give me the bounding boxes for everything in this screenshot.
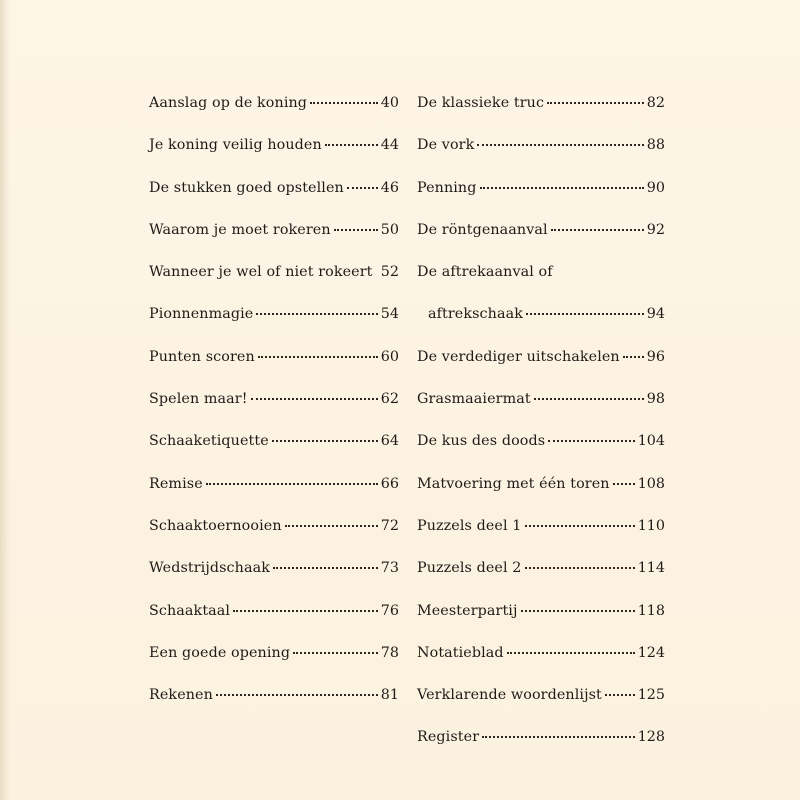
toc-entry	[417, 597, 665, 639]
toc-title: Schaaktaal	[149, 602, 231, 619]
toc-page-number: 50	[380, 221, 399, 238]
toc-entry	[417, 639, 665, 681]
toc-left-column	[149, 89, 399, 723]
toc-page-number: 46	[380, 179, 399, 196]
toc-entry	[417, 89, 665, 131]
toc-page-number: 60	[380, 348, 399, 365]
toc-page-number: 72	[380, 517, 399, 534]
toc-page-number: 108	[637, 475, 665, 492]
dot-leader	[525, 565, 635, 569]
dot-leader	[613, 481, 635, 485]
toc-entry	[417, 512, 665, 554]
toc-title: Verklarende woordenlijst	[417, 687, 602, 704]
toc-entry	[149, 343, 399, 385]
dot-leader	[534, 396, 644, 400]
toc-entry	[417, 723, 665, 765]
toc-page-number: 125	[637, 687, 665, 704]
toc-right-column	[417, 89, 665, 766]
toc-entry	[417, 681, 665, 723]
dot-leader	[258, 354, 378, 358]
dot-leader	[325, 142, 378, 146]
toc-entry	[417, 554, 665, 596]
toc-entry	[149, 89, 399, 131]
toc-title: De verdediger uitschakelen	[417, 348, 620, 365]
toc-title: De klassieke truc	[417, 95, 545, 111]
toc-title: De aftrekaanval of	[417, 264, 553, 281]
toc-entry	[417, 427, 665, 469]
toc-title: Spelen maar!	[149, 391, 248, 408]
toc-title: De kus des doods	[417, 433, 546, 450]
dot-leader	[507, 650, 635, 654]
toc-page-number: 73	[380, 560, 399, 577]
toc-page-number: 104	[637, 433, 665, 450]
toc-entry	[417, 470, 665, 512]
dot-leader	[233, 608, 378, 612]
toc-title: Rekenen	[149, 687, 213, 704]
toc-title: Matvoering met één toren	[417, 475, 610, 492]
dot-leader	[521, 608, 635, 612]
dot-leader	[375, 269, 379, 273]
dot-leader	[477, 142, 643, 146]
toc-page-number: 62	[380, 391, 399, 408]
dot-leader	[525, 523, 635, 527]
toc-title: Remise	[149, 475, 203, 492]
toc-entry	[417, 216, 665, 258]
toc-page-number: 52	[380, 264, 399, 281]
toc-entry	[149, 258, 399, 300]
toc-title: Je koning veilig houden	[149, 137, 322, 154]
dot-leader	[293, 650, 378, 654]
toc-title: Een goede opening	[149, 644, 291, 661]
dot-leader	[480, 185, 644, 189]
toc-entry	[149, 131, 399, 173]
page-spine-shadow	[0, 0, 10, 800]
toc-entry	[149, 512, 399, 554]
toc-entry	[417, 343, 665, 385]
toc-title: Notatieblad	[417, 644, 504, 661]
toc-entry	[149, 597, 399, 639]
toc-entry	[417, 131, 665, 173]
toc-page-number: 114	[637, 560, 665, 577]
toc-page-number: 92	[646, 221, 665, 238]
toc-page-number: 96	[646, 348, 665, 365]
toc-page-number: 110	[637, 517, 665, 534]
toc-title: De röntgenaanval	[417, 221, 548, 238]
toc-page-number: 90	[646, 179, 665, 196]
dot-leader	[285, 523, 378, 527]
toc-entry	[417, 174, 665, 216]
toc-title: Penning	[417, 179, 477, 196]
toc-page-number: 64	[380, 433, 399, 450]
dot-leader	[605, 692, 635, 696]
dot-leader	[526, 311, 644, 315]
toc-entry	[149, 681, 399, 723]
toc-page-number: 128	[637, 729, 665, 746]
toc-title: De stukken goed opstellen	[149, 179, 344, 196]
dot-leader	[334, 227, 378, 231]
toc-title: Waarom je moet rokeren	[149, 221, 331, 238]
toc-title: Pionnenmagie	[149, 306, 254, 323]
toc-page-number: 40	[380, 95, 399, 111]
toc-entry	[417, 258, 665, 343]
toc-entry	[149, 300, 399, 342]
dot-leader	[482, 734, 635, 738]
toc-page-number: 81	[380, 687, 399, 704]
toc-page-number: 98	[646, 391, 665, 408]
toc-title: Register	[417, 729, 480, 746]
toc-title: Schaaktoernooien	[149, 517, 282, 534]
toc-page-number: 124	[637, 644, 665, 661]
toc-title: Grasmaaiermat	[417, 391, 531, 408]
dot-leader	[273, 565, 378, 569]
dot-leader	[272, 438, 378, 442]
toc-title: Meesterpartij	[417, 602, 518, 619]
toc-entry	[149, 427, 399, 469]
toc-page-number: 54	[380, 306, 399, 323]
toc-entry	[149, 470, 399, 512]
toc-page-number: 44	[380, 137, 399, 154]
toc-entry	[149, 639, 399, 681]
toc-page-number: 94	[646, 306, 665, 323]
dot-leader	[551, 227, 644, 231]
dot-leader	[548, 438, 635, 442]
toc-title: Aanslag op de koning	[149, 95, 308, 111]
toc-title: Puzzels deel 2	[417, 560, 522, 577]
toc-page-number: 88	[646, 137, 665, 154]
dot-leader	[216, 692, 378, 696]
toc-entry	[149, 385, 399, 427]
toc-title: Wanneer je wel of niet rokeert	[149, 264, 373, 281]
toc-entry	[149, 554, 399, 596]
dot-leader	[310, 100, 378, 104]
toc-title: Punten scoren	[149, 348, 255, 365]
dot-leader	[251, 396, 378, 400]
dot-leader	[347, 185, 378, 189]
dot-leader	[206, 481, 378, 485]
toc-title: Wedstrijdschaak	[149, 560, 270, 577]
toc-page-number: 78	[380, 644, 399, 661]
toc-page-number: 118	[637, 602, 665, 619]
toc-title-continued: aftrekschaak	[428, 306, 523, 323]
dot-leader	[623, 354, 644, 358]
dot-leader	[256, 311, 377, 315]
toc-entry	[149, 216, 399, 258]
toc-entry	[149, 174, 399, 216]
toc-entry	[417, 385, 665, 427]
toc-page-number: 82	[646, 95, 665, 111]
toc-title: Puzzels deel 1	[417, 517, 522, 534]
toc-title: Schaaketiquette	[149, 433, 269, 450]
toc-page-number: 76	[380, 602, 399, 619]
dot-leader	[547, 100, 644, 104]
toc-page-number: 66	[380, 475, 399, 492]
toc-title: De vork	[417, 137, 475, 154]
